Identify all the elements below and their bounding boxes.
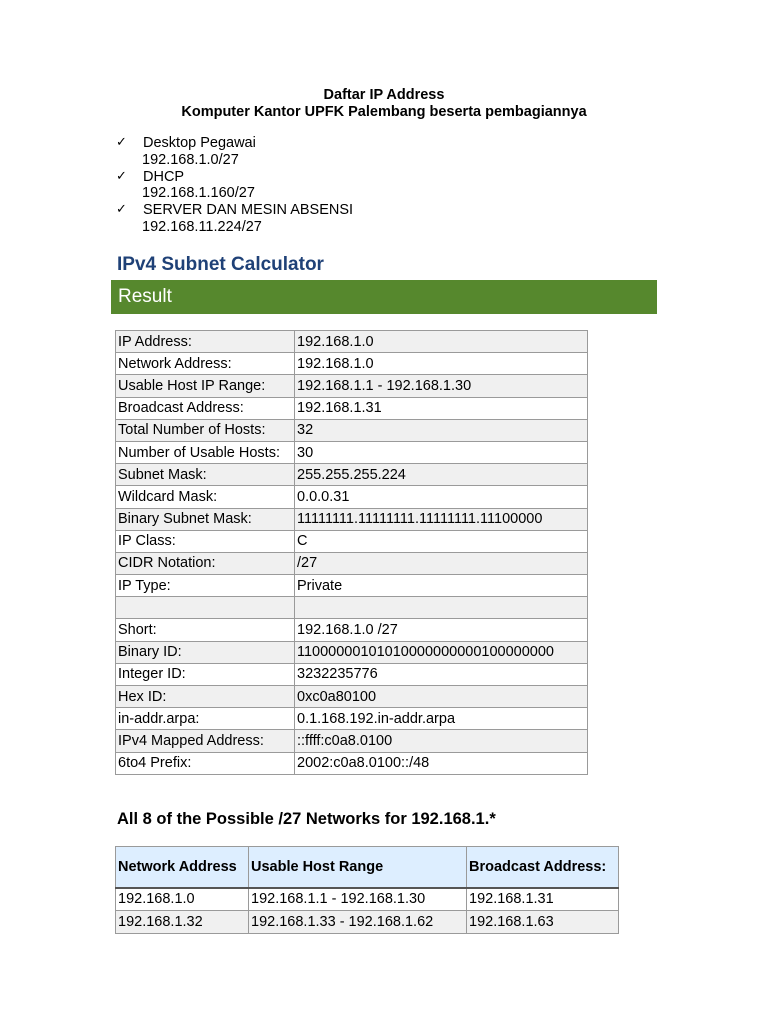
list-item bbox=[114, 202, 353, 236]
result-key: in-addr.arpa: bbox=[116, 708, 295, 730]
result-key: CIDR Notation: bbox=[116, 552, 295, 574]
ip-allocation-list bbox=[114, 135, 353, 236]
list-item-label: DHCP bbox=[143, 168, 185, 185]
result-value: 0.0.0.31 bbox=[295, 486, 588, 508]
table-header-row bbox=[116, 847, 619, 888]
check-icon: ✓ bbox=[116, 168, 127, 184]
result-value: 0.1.168.192.in-addr.arpa bbox=[295, 708, 588, 730]
networks-heading: All 8 of the Possible /27 Networks for 192.168.1.* bbox=[117, 810, 496, 828]
table-row bbox=[116, 441, 588, 463]
result-key: Subnet Mask: bbox=[116, 464, 295, 486]
list-item-value: 192.168.1.0/27 bbox=[142, 151, 239, 168]
network-address-cell: 192.168.1.32 bbox=[116, 911, 249, 934]
table-row bbox=[116, 331, 588, 353]
usable-host-range-cell: 192.168.1.33 - 192.168.1.62 bbox=[249, 911, 467, 934]
usable-host-range-cell: 192.168.1.1 - 192.168.1.30 bbox=[249, 888, 467, 911]
result-value: 192.168.1.1 - 192.168.1.30 bbox=[295, 375, 588, 397]
result-key: IPv4 Mapped Address: bbox=[116, 730, 295, 752]
table-row bbox=[116, 353, 588, 375]
result-value: Private bbox=[295, 575, 588, 597]
broadcast-address-cell: 192.168.1.31 bbox=[467, 888, 619, 911]
result-value: 2002:c0a8.0100::/48 bbox=[295, 752, 588, 774]
table-row bbox=[116, 752, 588, 774]
result-key: Binary Subnet Mask: bbox=[116, 508, 295, 530]
table-row bbox=[116, 486, 588, 508]
column-header-broadcast-address: Broadcast Address: bbox=[467, 847, 619, 888]
result-key: Number of Usable Hosts: bbox=[116, 441, 295, 463]
calculator-heading: IPv4 Subnet Calculator bbox=[117, 254, 324, 275]
document-title: Daftar IP Address bbox=[323, 87, 445, 103]
result-key: 6to4 Prefix: bbox=[116, 752, 295, 774]
table-row-spacer bbox=[116, 597, 588, 619]
result-value: 0xc0a80100 bbox=[295, 686, 588, 708]
result-bar: Result bbox=[111, 280, 657, 314]
result-key: Total Number of Hosts: bbox=[116, 419, 295, 441]
list-item bbox=[114, 169, 353, 203]
result-key: Wildcard Mask: bbox=[116, 486, 295, 508]
result-key: Hex ID: bbox=[116, 686, 295, 708]
table-row bbox=[116, 464, 588, 486]
networks-table bbox=[115, 846, 619, 934]
table-row bbox=[116, 663, 588, 685]
result-value: 11111111.11111111.11111111.11100000 bbox=[295, 508, 588, 530]
network-address-cell: 192.168.1.0 bbox=[116, 888, 249, 911]
table-row bbox=[116, 552, 588, 574]
result-key: Short: bbox=[116, 619, 295, 641]
result-key: Network Address: bbox=[116, 353, 295, 375]
broadcast-address-cell: 192.168.1.63 bbox=[467, 911, 619, 934]
table-row bbox=[116, 508, 588, 530]
result-key: Binary ID: bbox=[116, 641, 295, 663]
list-item-value: 192.168.1.160/27 bbox=[142, 185, 255, 202]
table-row bbox=[116, 397, 588, 419]
result-value: 32 bbox=[295, 419, 588, 441]
result-key: IP Type: bbox=[116, 575, 295, 597]
list-item-label: Desktop Pegawai bbox=[143, 135, 256, 151]
table-row bbox=[116, 375, 588, 397]
result-value: 192.168.1.31 bbox=[295, 397, 588, 419]
result-table bbox=[115, 330, 588, 775]
table-row bbox=[116, 641, 588, 663]
table-row bbox=[116, 708, 588, 730]
table-row bbox=[116, 888, 619, 911]
result-key: Integer ID: bbox=[116, 663, 295, 685]
column-header-usable-host-range: Usable Host Range bbox=[249, 847, 467, 888]
result-key: IP Class: bbox=[116, 530, 295, 552]
result-value: ::ffff:c0a8.0100 bbox=[295, 730, 588, 752]
table-row bbox=[116, 911, 619, 934]
table-row bbox=[116, 619, 588, 641]
check-icon: ✓ bbox=[116, 202, 127, 218]
result-value: 30 bbox=[295, 441, 588, 463]
result-value: 192.168.1.0 /27 bbox=[295, 619, 588, 641]
table-row bbox=[116, 686, 588, 708]
result-key: Broadcast Address: bbox=[116, 397, 295, 419]
table-row bbox=[116, 530, 588, 552]
table-row bbox=[116, 730, 588, 752]
result-value: C bbox=[295, 530, 588, 552]
check-icon: ✓ bbox=[116, 135, 127, 150]
result-value: 11000000101010000000000100000000 bbox=[295, 641, 588, 663]
table-row bbox=[116, 575, 588, 597]
result-key: Usable Host IP Range: bbox=[116, 375, 295, 397]
result-key bbox=[116, 597, 295, 619]
list-item-value: 192.168.11.224/27 bbox=[142, 218, 262, 235]
result-value: 3232235776 bbox=[295, 663, 588, 685]
list-item bbox=[114, 135, 353, 169]
result-value bbox=[295, 597, 588, 619]
result-value: 192.168.1.0 bbox=[295, 331, 588, 353]
table-row bbox=[116, 419, 588, 441]
list-item-label: SERVER DAN MESIN ABSENSI bbox=[143, 202, 354, 219]
result-value: 192.168.1.0 bbox=[295, 353, 588, 375]
result-value: /27 bbox=[295, 552, 588, 574]
result-value: 255.255.255.224 bbox=[295, 464, 588, 486]
document-subtitle: Komputer Kantor UPFK Palembang beserta pembagiannya bbox=[181, 104, 587, 120]
result-key: IP Address: bbox=[116, 331, 295, 353]
column-header-network-address: Network Address bbox=[116, 847, 249, 888]
